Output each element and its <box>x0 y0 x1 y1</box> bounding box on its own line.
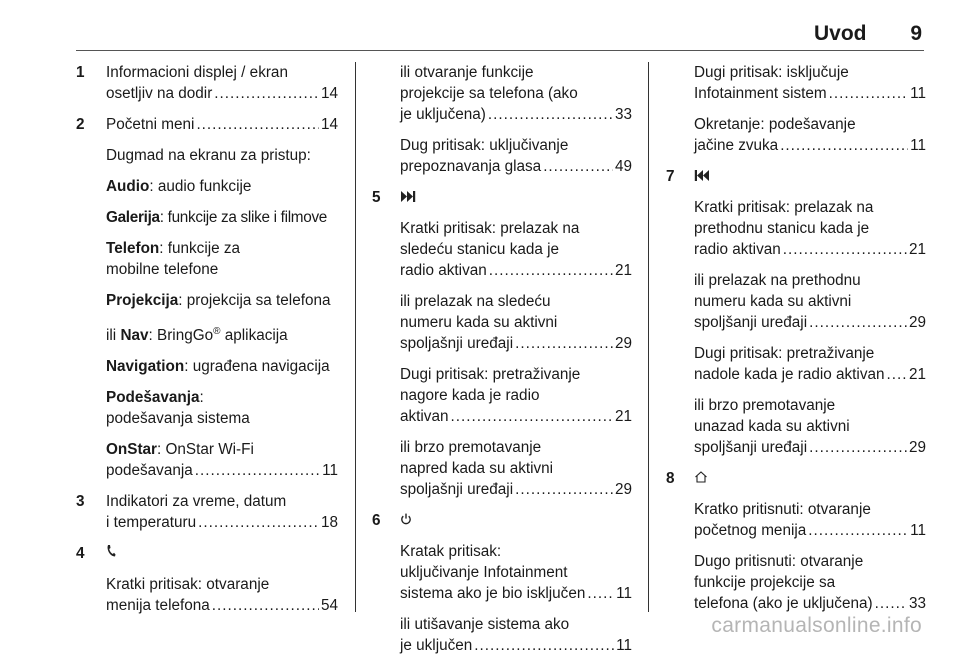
toc-line: početnog menija ..... 11 <box>694 520 926 541</box>
next-track-icon <box>400 187 416 208</box>
previous-track-icon <box>694 166 710 187</box>
toc-line: Infotainment sistem ..... 11 <box>694 83 926 104</box>
page-ref: 11 <box>910 522 926 539</box>
page-ref: 33 <box>908 595 926 612</box>
toc-line: prepoznavanja glasa ..... 49 <box>400 156 632 177</box>
toc-line: spoljšanji uređaji ..... 29 <box>694 437 926 458</box>
page-ref: 29 <box>614 481 632 498</box>
page-ref: 49 <box>614 158 632 175</box>
page-ref: 21 <box>908 366 926 383</box>
list-item-8: 8 Kratko pritisnuti: otvaranje početnog menija ..... 11 Dugo pritisnuti: otvaranje funkcije projekcije sa telefona (ako je uključena) ..... 33 <box>666 468 926 614</box>
list-item-4: 4 Kratki pritisak: otvaranje menija telefona ..... 54 <box>76 543 338 616</box>
toc-line: spoljašnji uređaji ..... 29 <box>400 479 632 500</box>
page-ref: 11 <box>616 585 632 602</box>
item-number: 5 <box>372 189 381 206</box>
list-item-5: 5 Kratki pritisak: prelazak na sledeću stanicu kada je radio aktivan ..... 21 ili prelazak na sledeću numeru kada su aktivni spoljašnji uređaji ..... 29 Dugi pritisak: pretraživanje nagore kada je radio aktivan ..... 21 ili brzo premotavanje napred kada su aktivni spoljašnji uređaji ..... 29 <box>372 187 632 500</box>
page-ref: 54 <box>320 597 338 615</box>
toc-line: je uključena) ..... 33 <box>400 104 632 125</box>
section-title: Uvod <box>813 22 867 45</box>
toc-line: podešavanja ..... 11 <box>106 460 338 481</box>
power-icon <box>400 510 412 531</box>
item-number: 4 <box>76 545 85 563</box>
page-ref: 29 <box>908 314 926 331</box>
toc-line: jačine zvuka ..... 11 <box>694 135 926 156</box>
page-ref: 11 <box>910 137 926 154</box>
entry-projection: Projekcija: projekcija sa telefona <box>106 292 331 309</box>
entry-onstar: OnStar: OnStar Wi-Fi podešavanja ..... 11 <box>106 439 338 481</box>
page-ref: 14 <box>320 116 338 133</box>
page-ref: 33 <box>614 106 632 123</box>
toc-line: telefona (ako je uključena) ..... 33 <box>694 593 926 614</box>
page-ref: 21 <box>614 408 632 425</box>
page-number: 9 <box>910 22 922 45</box>
toc-line: i temperaturu ..... 18 <box>106 512 338 533</box>
page-ref: 11 <box>616 637 632 654</box>
item-number: 1 <box>76 64 85 81</box>
toc-line: spoljšanji uređaji ..... 29 <box>694 312 926 333</box>
column-divider <box>648 62 649 612</box>
item-number: 7 <box>666 168 675 185</box>
list-item-1: 1 Informacioni displej / ekran osetljiv na dodir ..... 14 <box>76 62 338 104</box>
item-number: 2 <box>76 116 85 133</box>
toc-line: radio aktivan ..... 21 <box>400 260 632 281</box>
column-right <box>666 62 926 624</box>
page-ref: 29 <box>614 335 632 352</box>
entry-settings: Podešavanja: podešavanja sistema <box>106 389 250 428</box>
entry-nav: ili Nav: BringGo® aplikacija <box>106 326 288 345</box>
phone-icon <box>106 543 116 564</box>
column-divider <box>355 62 356 612</box>
header-rule <box>76 50 924 51</box>
entry-gallery: Galerija: funkcije za slike i filmove <box>106 209 328 226</box>
watermark: carmanualsonline.info <box>711 614 922 637</box>
item-number: 3 <box>76 493 85 511</box>
entry-phone: Telefon: funkcije za mobilne telefone <box>106 240 241 278</box>
page-ref: 11 <box>322 462 338 480</box>
toc-line: nadole kada je radio aktivan ..... 21 <box>694 364 926 385</box>
entry-audio: Audio: audio funkcije <box>106 178 252 195</box>
column-left <box>76 62 338 626</box>
column-middle <box>372 62 632 666</box>
page-ref: 14 <box>320 85 338 102</box>
toc-line: je uključen ..... 11 <box>400 635 632 656</box>
continued-item-4: ili otvaranje funkcije projekcije sa telefona (ako je uključena) ..... 33 Dug pritisak: uključivanje prepoznavanja glasa ..... 49 <box>372 62 632 177</box>
list-item-6: 6 Kratak pritisak: uključivanje Infotainment sistema ako je bio isključen ..... 11 ili utišavanje sistema ako je uključen ..... 11 <box>372 510 632 656</box>
page-header <box>814 22 922 46</box>
list-item-2 <box>76 114 338 481</box>
toc-line: radio aktivan ..... 21 <box>694 239 926 260</box>
item-number: 6 <box>372 512 381 529</box>
item-number: 8 <box>666 470 675 487</box>
page-ref: 18 <box>320 514 338 532</box>
list-item-7: 7 Kratki pritisak: prelazak na prethodnu stanicu kada je radio aktivan ..... 21 ili prelazak na prethodnu numeru kada su aktivni spoljšanji uređaji ..... 29 Dugi pritisak: pretraživanje nadole kada je radio aktivan ..... 21 ili brzo premotavanje unazad kada su aktivni spoljšanji uređaji ..... 29 <box>666 166 926 458</box>
continued-item-6: Dugi pritisak: isključuje Infotainment sistem ..... 11 Okretanje: podešavanje jačine zvuka ..... 11 <box>666 62 926 156</box>
toc-line: osetljiv na dodir ..... 14 <box>106 83 338 104</box>
page-ref: 11 <box>910 85 926 102</box>
home-icon <box>694 468 708 489</box>
list-item-3: 3 Indikatori za vreme, datum i temperaturu ..... 18 <box>76 491 338 533</box>
toc-line: spoljašnji uređaji ..... 29 <box>400 333 632 354</box>
toc-line: menija telefona ..... 54 <box>106 595 338 616</box>
toc-line: Početni meni ..... 14 <box>106 114 338 135</box>
page-ref: 21 <box>908 241 926 258</box>
page-ref: 21 <box>614 262 632 279</box>
toc-line: sistema ako je bio isključen ..... 11 <box>400 583 632 604</box>
intro-text: Dugmad na ekranu za pristup: <box>106 147 311 164</box>
entry-navigation: Navigation: ugrađena navigacija <box>106 358 330 376</box>
toc-line: aktivan ..... 21 <box>400 406 632 427</box>
page-ref: 29 <box>908 439 926 456</box>
